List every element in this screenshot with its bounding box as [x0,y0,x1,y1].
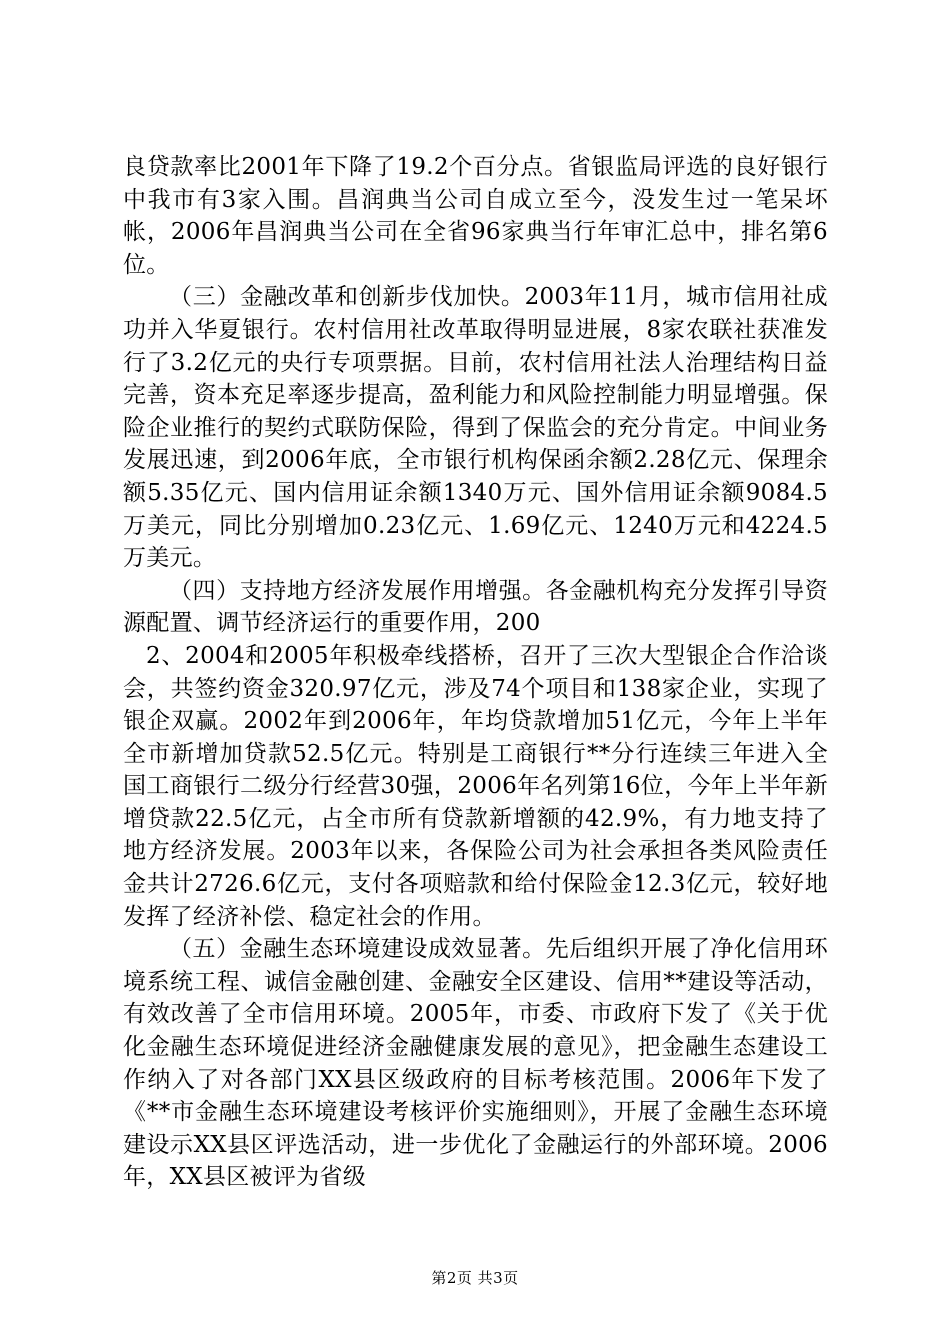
paragraph-4: 2、2004和2005年积极牵线搭桥，召开了三次大型银企合作洽谈会，共签约资金320.97亿元，涉及74个项目和138家企业，实现了银企双赢。2002年到2006年，年均贷款增加51亿元，今年上半年全市新增加贷款52.5亿元。特别是工商银行**分行连续三年进入全国工商银行二级分行经营30强，2006年名列第16位，今年上半年新增贷款22.5亿元，占全市所有贷款新增额的42.9%，有力地支持了地方经济发展。2003年以来，各保险公司为社会承担各类风险责任金共计2726.6亿元，支付各项赔款和给付保险金12.3亿元，较好地发挥了经济补偿、稳定社会的作用。 [123,642,828,930]
paragraph-3: （四）支持地方经济发展作用增强。各金融机构充分发挥引导资源配置、调节经济运行的重要作用，200 [123,577,828,637]
paragraph-2: （三）金融改革和创新步伐加快。2003年11月，城市信用社成功并入华夏银行。农村信用社改革取得明显进展，8家农联社获准发行了3.2亿元的央行专项票据。目前，农村信用社法人治理结构日益完善，资本充足率逐步提高，盈利能力和风险控制能力明显增强。保险企业推行的契约式联防保险，得到了保监会的充分肯定。中间业务发展迅速，到2006年底，全市银行机构保函余额2.28亿元、保理余额5.35亿元、国内信用证余额1340万元、国外信用证余额9084.5万美元，同比分别增加0.23亿元、1.69亿元、1240万元和4224.5万美元。 [123,284,828,572]
document-body [123,151,828,1194]
paragraph-5: （五）金融生态环境建设成效显著。先后组织开展了净化信用环境系统工程、诚信金融创建、金融安全区建设、信用**建设等活动，有效改善了全市信用环境。2005年，市委、市政府下发了《关于优化金融生态环境促进经济金融健康发展的意见》，把金融生态建设工作纳入了对各部门XX县区级政府的目标考核范围。2006年下发了《**市金融生态环境建设考核评价实施细则》，开展了金融生态环境建设示XX县区评选活动，进一步优化了金融运行的外部环境。2006年，XX县区被评为省级 [123,936,828,1191]
page-number-footer: 第2页 共3页 [431,1269,519,1287]
paragraph-1: 良贷款率比2001年下降了19.2个百分点。省银监局评选的良好银行中我市有3家入围。昌润典当公司自成立至今，没发生过一笔呆坏帐，2006年昌润典当公司在全省96家典当行年审汇总中，排名第6位。 [123,154,828,278]
